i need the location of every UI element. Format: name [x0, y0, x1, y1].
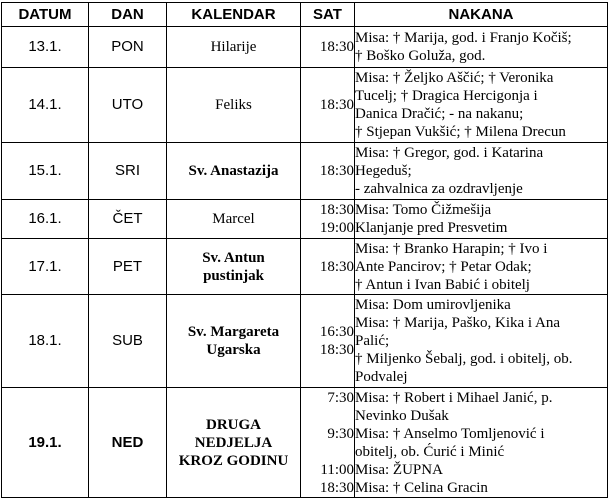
intention-line: Misa: † Marija, Paško, Kika i Ana [355, 315, 560, 331]
time-cell [301, 143, 355, 200]
intention-cell [355, 143, 608, 200]
calendar-cell [167, 239, 301, 295]
calendar-cell [167, 295, 301, 388]
calendar-line: pustinjak [203, 267, 264, 284]
calendar-line: KROZ GODINU [178, 452, 289, 469]
time-line: 18:30 [319, 163, 354, 179]
intention-cell [355, 27, 608, 68]
intention-line: Misa: Dom umirovljenika [355, 297, 511, 313]
time-line: 18:30 [319, 97, 354, 113]
intention-line: obitelj, ob. Ćurić i Minić [355, 443, 505, 460]
header-dan: DAN [89, 3, 167, 27]
intention-line: Palić; [355, 333, 390, 349]
date-cell: 14.1. [2, 68, 89, 143]
calendar-line: Marcel [212, 211, 255, 227]
table-row [2, 239, 608, 295]
time-cell [301, 295, 355, 388]
calendar-cell [167, 388, 301, 498]
calendar-cell [167, 68, 301, 143]
calendar-line: Sv. Antun [202, 249, 265, 266]
table-row [2, 68, 608, 143]
table-row [2, 27, 608, 68]
intention-line: Misa: Tomo Čižmešija [355, 202, 492, 218]
intention-line: - zahvalnica za ozdravljenje [355, 181, 523, 197]
time-cell [301, 27, 355, 68]
intention-line: Misa: † Gregor, god. i Katarina [355, 145, 544, 161]
intention-cell [355, 68, 608, 143]
intention-line: Misa: † Celina Gracin [355, 479, 488, 496]
calendar-cell [167, 200, 301, 239]
date-cell: 15.1. [2, 143, 89, 200]
mass-schedule-table [1, 2, 608, 498]
intention-cell [355, 388, 608, 498]
date-cell: 18.1. [2, 295, 89, 388]
time-cell [301, 68, 355, 143]
intention-line: Ante Pancirov; † Petar Odak; [355, 258, 532, 275]
table-row [2, 388, 608, 498]
header-sat: SAT [301, 3, 355, 27]
calendar-line: Ugarska [206, 342, 261, 358]
calendar-line: Hilarije [210, 39, 257, 55]
intention-line: Danica Dračić; - na nakanu; [355, 106, 524, 122]
table-row [2, 200, 608, 239]
intention-cell [355, 239, 608, 295]
date-cell: 17.1. [2, 239, 89, 295]
time-line: 18:30 [319, 39, 354, 55]
calendar-line: NEDJELJA [194, 434, 273, 451]
day-cell: PON [89, 27, 167, 68]
calendar-line: Sv. Margareta [187, 324, 280, 340]
time-line: 18:30 [319, 258, 354, 275]
intention-line: Misa: † Željko Aščić; † Veronika [355, 70, 554, 86]
intention-line: † Antun i Ivan Babić i obitelj [355, 276, 530, 293]
time-line: 19:00 [319, 220, 354, 236]
time-line: 18:30 [319, 342, 354, 358]
intention-line: Klanjanje pred Presvetim [355, 220, 508, 236]
intention-line: Misa: ŽUPNA [355, 461, 443, 478]
intention-line: Misa: † Robert i Mihael Janić, p. [355, 389, 553, 406]
day-cell: NED [89, 388, 167, 498]
time-cell [301, 388, 355, 498]
intention-line: † Stjepan Vukšić; † Milena Drecun [355, 124, 566, 140]
calendar-line: DRUGA [206, 416, 261, 433]
header-nakana: NAKANA [355, 3, 608, 27]
time-line: 9:30 [327, 425, 354, 442]
header-kalendar: KALENDAR [167, 3, 301, 27]
time-gap [301, 407, 354, 425]
time-line: 7:30 [327, 389, 354, 406]
time-line: 16:30 [319, 324, 354, 340]
time-line: 18:30 [319, 479, 354, 496]
time-cell [301, 200, 355, 239]
intention-line: Hegeduš; [355, 163, 412, 179]
calendar-line: Feliks [215, 97, 252, 113]
intention-line: Misa: † Branko Harapin; † Ivo i [355, 240, 548, 257]
intention-line: Misa: † Anselmo Tomljenović i [355, 425, 545, 442]
time-cell [301, 239, 355, 295]
intention-line: Podvalej [355, 369, 408, 385]
date-cell: 13.1. [2, 27, 89, 68]
time-line: 11:00 [320, 461, 354, 478]
intention-line: Tucelj; † Dragica Hercigonja i [355, 88, 538, 104]
calendar-cell [167, 143, 301, 200]
intention-line: Nevinko Dušak [355, 407, 449, 424]
date-cell: 16.1. [2, 200, 89, 239]
calendar-line: Sv. Anastazija [188, 163, 279, 179]
table-row [2, 143, 608, 200]
day-cell: ČET [89, 200, 167, 239]
calendar-cell [167, 27, 301, 68]
intention-line: Misa: † Marija, god. i Franjo Kočiš; [355, 30, 572, 46]
intention-line: † Boško Goluža, god. [355, 48, 486, 64]
day-cell: UTO [89, 68, 167, 143]
date-cell: 19.1. [2, 388, 89, 498]
header-datum: DATUM [2, 3, 89, 27]
day-cell: PET [89, 239, 167, 295]
day-cell: SRI [89, 143, 167, 200]
header-row [2, 3, 608, 27]
time-line: 18:30 [319, 202, 354, 218]
time-gap [301, 443, 354, 461]
intention-cell [355, 200, 608, 239]
day-cell: SUB [89, 295, 167, 388]
intention-cell [355, 295, 608, 388]
intention-line: † Miljenko Šebalj, god. i obitelj, ob. [355, 351, 573, 367]
table-row [2, 295, 608, 388]
